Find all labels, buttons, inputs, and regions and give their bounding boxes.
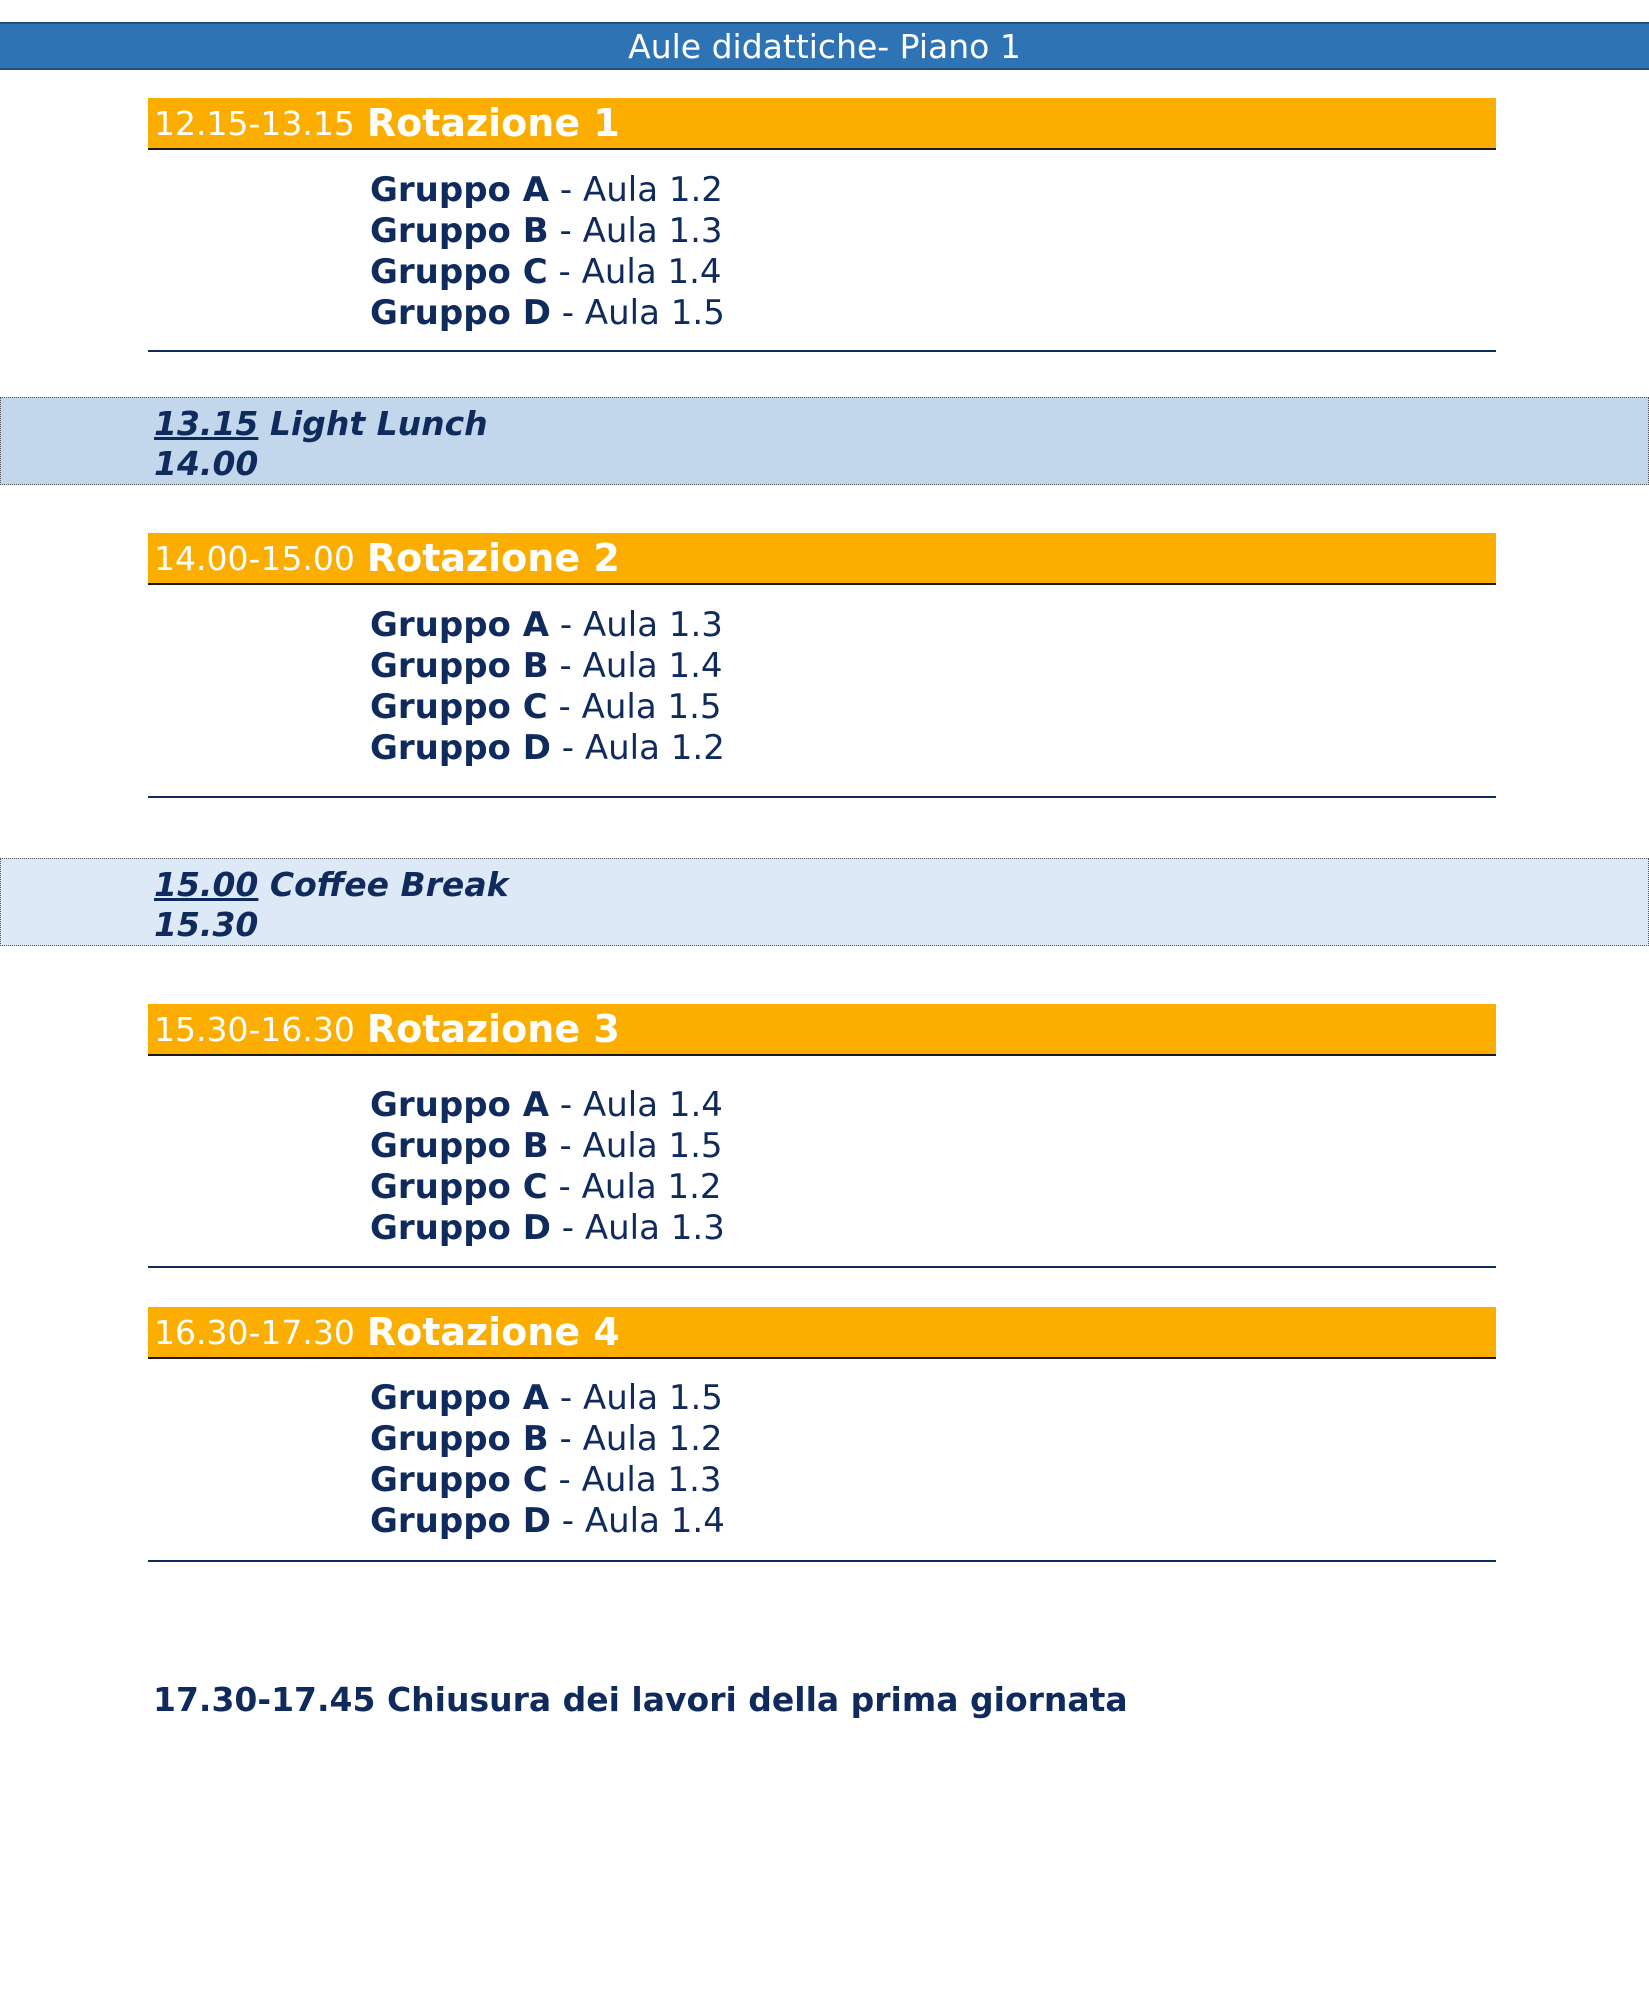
group-row xyxy=(370,1085,725,1126)
group-separator: - xyxy=(549,170,583,210)
lunch-break xyxy=(0,397,1649,485)
group-row xyxy=(370,728,725,769)
break-label: Light Lunch xyxy=(269,404,488,443)
group-room: Aula 1.5 xyxy=(584,293,725,333)
group-room: Aula 1.2 xyxy=(582,1419,723,1459)
rotation-4-header xyxy=(148,1307,1496,1359)
section-divider xyxy=(148,796,1496,798)
group-separator: - xyxy=(548,1419,583,1459)
group-room: Aula 1.2 xyxy=(581,1167,722,1207)
group-room: Aula 1.3 xyxy=(582,211,723,251)
group-separator: - xyxy=(547,252,582,292)
section-divider xyxy=(148,350,1496,352)
closing-session: 17.30-17.45 Chiusura dei lavori della prima giornata xyxy=(153,1680,1128,1719)
rotation-3-header xyxy=(148,1004,1496,1056)
group-room: Aula 1.3 xyxy=(581,1460,722,1500)
group-room: Aula 1.3 xyxy=(582,605,723,645)
group-room: Aula 1.5 xyxy=(582,1126,723,1166)
coffee-break xyxy=(0,858,1649,946)
break-line-start xyxy=(154,865,1648,905)
rotation-1-header xyxy=(148,98,1496,150)
group-name: Gruppo C xyxy=(370,1167,548,1207)
group-separator: - xyxy=(549,1378,583,1418)
group-room: Aula 1.4 xyxy=(581,252,722,292)
break-line-start xyxy=(154,404,1648,444)
group-separator: - xyxy=(548,646,583,686)
break-start-time: 15.00 xyxy=(154,865,259,904)
group-name: Gruppo D xyxy=(370,293,551,333)
group-name: Gruppo A xyxy=(370,1378,550,1418)
rotation-4-title: Rotazione 4 xyxy=(366,1310,620,1354)
group-separator: - xyxy=(547,687,582,727)
rotation-3-groups xyxy=(370,1085,725,1249)
group-row xyxy=(370,1501,725,1542)
group-row xyxy=(370,687,725,728)
group-row xyxy=(370,170,725,211)
group-name: Gruppo D xyxy=(370,1208,551,1248)
group-separator: - xyxy=(549,1085,583,1125)
group-row xyxy=(370,293,725,334)
rotation-2-groups xyxy=(370,605,725,769)
group-row xyxy=(370,252,725,293)
group-name: Gruppo D xyxy=(370,728,551,768)
rotation-1-title: Rotazione 1 xyxy=(366,101,620,145)
group-name: Gruppo B xyxy=(370,1126,549,1166)
group-separator: - xyxy=(549,605,583,645)
break-start-time: 13.15 xyxy=(154,404,259,443)
group-row xyxy=(370,646,725,687)
group-row xyxy=(370,1378,725,1419)
group-room: Aula 1.4 xyxy=(582,646,723,686)
rotation-2-title: Rotazione 2 xyxy=(366,536,620,580)
section-divider xyxy=(148,1266,1496,1268)
rotation-4-time: 16.30-17.30 xyxy=(154,1312,355,1352)
group-separator: - xyxy=(550,1208,585,1248)
group-separator: - xyxy=(547,1460,582,1500)
group-room: Aula 1.4 xyxy=(584,1501,725,1541)
group-separator: - xyxy=(548,1126,583,1166)
group-room: Aula 1.5 xyxy=(581,687,722,727)
group-separator: - xyxy=(550,293,585,333)
group-name: Gruppo A xyxy=(370,1085,550,1125)
group-room: Aula 1.3 xyxy=(584,1208,725,1248)
group-row xyxy=(370,1419,725,1460)
group-name: Gruppo B xyxy=(370,646,549,686)
group-name: Gruppo A xyxy=(370,605,550,645)
group-room: Aula 1.2 xyxy=(584,728,725,768)
page-title: Aule didattiche- Piano 1 xyxy=(628,26,1021,66)
group-separator: - xyxy=(548,211,583,251)
group-name: Gruppo C xyxy=(370,687,548,727)
section-divider xyxy=(148,1560,1496,1562)
group-row xyxy=(370,1208,725,1249)
group-name: Gruppo B xyxy=(370,211,549,251)
break-label: Coffee Break xyxy=(269,865,509,904)
group-room: Aula 1.4 xyxy=(582,1085,723,1125)
rotation-2-header xyxy=(148,533,1496,585)
break-end-time: 14.00 xyxy=(154,444,259,483)
group-separator: - xyxy=(547,1167,582,1207)
group-name: Gruppo D xyxy=(370,1501,551,1541)
rotation-1-time: 12.15-13.15 xyxy=(154,103,355,143)
page-header xyxy=(0,22,1649,70)
group-row xyxy=(370,1167,725,1208)
group-room: Aula 1.5 xyxy=(582,1378,723,1418)
group-name: Gruppo C xyxy=(370,1460,548,1500)
group-separator: - xyxy=(550,728,585,768)
group-separator: - xyxy=(550,1501,585,1541)
rotation-3-time: 15.30-16.30 xyxy=(154,1009,355,1049)
rotation-3-title: Rotazione 3 xyxy=(366,1007,620,1051)
break-end-time: 15.30 xyxy=(154,905,259,944)
group-name: Gruppo B xyxy=(370,1419,549,1459)
group-row xyxy=(370,1126,725,1167)
group-name: Gruppo C xyxy=(370,252,548,292)
group-row xyxy=(370,605,725,646)
group-name: Gruppo A xyxy=(370,170,550,210)
group-row xyxy=(370,211,725,252)
rotation-1-groups xyxy=(370,170,725,334)
rotation-4-groups xyxy=(370,1378,725,1542)
group-room: Aula 1.2 xyxy=(582,170,723,210)
group-row xyxy=(370,1460,725,1501)
rotation-2-time: 14.00-15.00 xyxy=(154,538,355,578)
